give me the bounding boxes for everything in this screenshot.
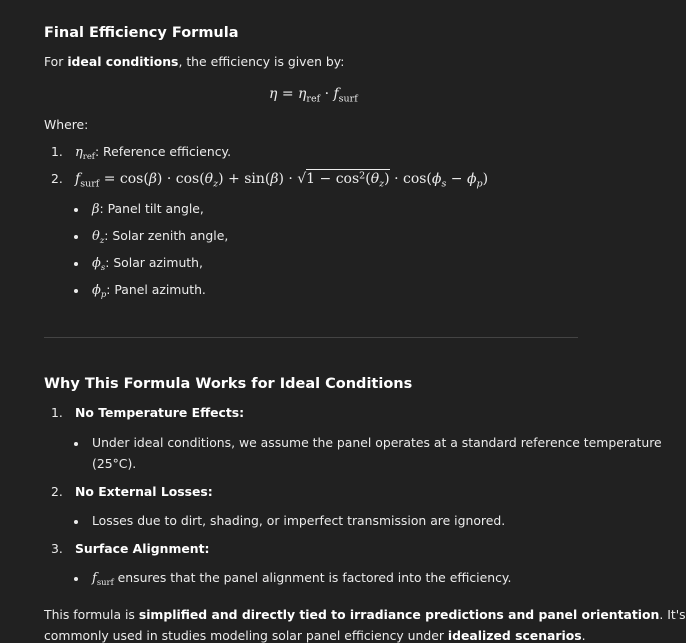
z-subscript: z: [379, 178, 385, 190]
where-label: Where:: [44, 117, 89, 132]
theta-symbol: θ: [204, 170, 214, 187]
list-item-no-external-losses: [51, 484, 213, 499]
closing-line2: [44, 628, 586, 643]
list-number: 3.: [51, 541, 63, 556]
item-label: No Temperature Effects:: [75, 405, 245, 420]
bullet-dot: [74, 442, 78, 446]
bullet-dot: [74, 289, 78, 293]
list-number: 2.: [51, 484, 63, 499]
formula-part: ): [384, 170, 390, 187]
list-number: 1.: [51, 144, 63, 159]
z-subscript: z: [99, 234, 105, 245]
eta-symbol: η: [75, 145, 83, 160]
formula-part: −: [446, 170, 467, 187]
closing-line1: [44, 607, 686, 622]
closing-text: This formula is: [44, 607, 139, 622]
bullet-text: : Solar azimuth,: [105, 255, 203, 270]
phi-symbol: ϕ: [92, 256, 101, 271]
formula-part: ): [482, 170, 489, 187]
formula-part: ) + sin(: [218, 170, 271, 187]
f-symbol: f: [333, 86, 339, 102]
formula-part: · cos(: [389, 170, 432, 187]
intro-bold: ideal conditions: [67, 54, 179, 69]
eta-ref-symbol: η: [298, 86, 307, 102]
ref-subscript: ref: [82, 150, 95, 161]
intro-paragraph: [44, 54, 344, 69]
bullet-theta: [92, 228, 228, 245]
closing-bold: idealized scenarios: [447, 628, 582, 643]
phi-symbol: ϕ: [431, 170, 442, 187]
surf-subscript: surf: [338, 93, 358, 105]
sqrt-radicand: [306, 169, 390, 190]
square-superscript: 2: [359, 170, 366, 181]
section-title-final-efficiency: Final Efficiency Formula: [44, 25, 239, 41]
bullet-phi-s: [92, 255, 203, 272]
list-item-surface-alignment: [51, 541, 209, 556]
bullet-dot: [74, 262, 78, 266]
formula-eq: =: [277, 86, 299, 102]
formula-part: (: [365, 170, 371, 187]
p-subscript: p: [476, 178, 483, 190]
bullet-phi-p: [92, 282, 206, 299]
formula-part: ) · cos(: [156, 170, 205, 187]
phi-symbol: ϕ: [92, 283, 101, 298]
formula-part: = cos(: [99, 170, 149, 187]
beta-symbol: β: [148, 170, 157, 187]
bullet-text: : Solar zenith angle,: [104, 228, 229, 243]
item-text: : Reference efficiency.: [94, 144, 232, 159]
closing-text: . It's: [659, 607, 686, 622]
phi-symbol: ϕ: [466, 170, 477, 187]
theta-symbol: θ: [370, 170, 380, 187]
z-subscript: z: [213, 178, 219, 190]
s-subscript: s: [441, 178, 447, 190]
bullet-beta: [92, 201, 204, 217]
list-item-no-temperature: [51, 405, 244, 420]
sqrt-icon: √: [297, 170, 307, 187]
intro-post: , the efficiency is given by:: [178, 54, 345, 69]
bullet-dot: [74, 208, 78, 212]
ref-subscript: ref: [306, 93, 321, 105]
list-item-f-surf: [51, 170, 488, 189]
p-subscript: p: [100, 288, 107, 299]
closing-text: commonly used in studies modeling solar panel efficiency under: [44, 628, 448, 643]
closing-text: .: [581, 628, 586, 643]
eta-symbol: η: [269, 86, 278, 102]
beta-symbol: β: [270, 170, 279, 187]
item-label: Surface Alignment:: [75, 541, 210, 556]
beta-symbol: β: [92, 202, 100, 217]
bullet-text: : Panel tilt angle,: [99, 201, 204, 216]
section-divider: [44, 337, 578, 338]
list-item-eta-ref: [51, 144, 231, 161]
bullet-text: ensures that the panel alignment is factored into the efficiency.: [113, 570, 512, 585]
f-symbol: f: [92, 571, 97, 586]
bullet-temperature-line2: (25°C).: [92, 456, 137, 471]
surf-subscript: surf: [96, 576, 114, 587]
surf-subscript: surf: [80, 178, 100, 190]
f-symbol: f: [75, 170, 81, 187]
formula-dot: ·: [320, 86, 334, 102]
section-title-why-formula-works: Why This Formula Works for Ideal Conditions: [44, 376, 413, 392]
list-number: 2.: [51, 170, 63, 186]
formula-part: 1 − cos: [306, 170, 360, 187]
item-label: No External Losses:: [75, 484, 213, 499]
bullet-text: : Panel azimuth.: [106, 282, 206, 297]
bullet-dot: [74, 235, 78, 239]
bullet-dot: [74, 520, 78, 524]
f-surf-formula: [75, 170, 489, 190]
s-subscript: s: [100, 261, 106, 272]
main-formula: [269, 86, 358, 104]
bullet-dot: [74, 577, 78, 581]
formula-part: ) ·: [278, 170, 298, 187]
bullet-alignment: [92, 570, 511, 587]
bullet-losses: Losses due to dirt, shading, or imperfect transmission are ignored.: [92, 513, 506, 528]
closing-bold: simplified and directly tied to irradiance predictions and panel orientation: [138, 607, 660, 622]
list-number: 1.: [51, 405, 63, 420]
intro-pre: For: [44, 54, 68, 69]
bullet-temperature-line1: Under ideal conditions, we assume the panel operates at a standard reference temperature: [92, 435, 662, 450]
theta-symbol: θ: [92, 229, 100, 244]
